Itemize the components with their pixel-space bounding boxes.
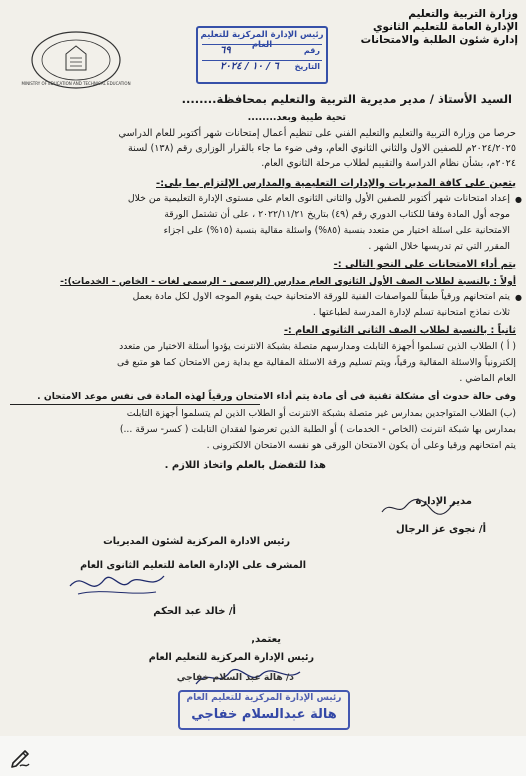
case-b-line-3: يتم امتحانهم ورقيا وعلى أن يكون الامتحان الورقى هو نفسه الامتحان الالكترونى . [206,440,516,451]
case-b-line-2: بمدارس بها شبكة انترنت (الخاص - الخدمات ) أو الطلبة الذين تعرضوا لفقدان التابلت ( كسر- سرقة ...) [119,424,516,435]
second-grade-heading: ثانياً : بالنسبة لطلاب الصف الثانى الثانوى العام :- [283,325,516,336]
head2-title: رئيس الإدارة المركزية للتعليم العام [148,652,314,663]
case-a-line-2: إلكترونياً والاسئلة المقالية ورقياً، ويتم تسليم ورقة الاسئلة المقالية مع بداية زمن الامتحان كما هو متبع فى [117,357,516,368]
bullet1-line-3: الامتحانية على اسئلة اختيار من متعدد بنسبة (٨٥%) واسئلة مقالية بنسبة (١٥%) على اجزاء [163,225,510,236]
underline [10,404,260,405]
exam-method-heading: يتم أداء الامتحانات على النحو التالى :- [333,259,516,270]
viewer-toolbar [0,736,526,776]
case-a-line-1: ( أ ) الطلاب الذين تسلموا أجهزة التابلت ومدارسهم متصلة بشبكة الانترنت يؤدوا أسئلة الاختيار من متعدد [119,341,516,352]
bullet1-line-1: إعداد امتحانات شهر أكتوبر للصفين الأول والثانى الثانوى العام على مستوى الإدارة التعليمية من خلال [127,193,510,204]
bullet2-line-2: ثلاث نماذج امتحانية تسلم لإدارة المدرسة لطباعتها . [312,307,510,318]
stamp-date-value: ٦ / ١٠ / ٢٠٢٤ [220,61,279,72]
stamp-date-row [202,60,322,79]
bullet1-line-4: المقرر التي تم تدريسها خلال الشهر . [368,241,510,252]
director-signature [378,494,458,524]
pen-edit-icon[interactable] [8,744,34,770]
bullet2-line-1: يتم امتحانهم ورقياً طبقاً للمواصفات الفنية للورقة الامتحانية حيث يقوم الموجه الاول لكل مادة بعمل [132,291,510,302]
stamp-date-label: التاريخ [294,62,320,71]
stamp-number-row [202,44,322,59]
closing-line: هذا للتفضل بالعلم واتخاذ اللازم . [164,460,326,471]
bullet-icon: ● [515,195,522,204]
head2-name: د/ هالة عبد السلام خفاجي [176,672,294,683]
greeting: تحية طيبة وبعد........ [247,112,346,123]
stamp-number-label: رقم [303,46,320,55]
incoming-stamp [196,26,328,84]
intro-line-2: ٢٠٢٤/٢٠٢٥م للصفين الاول والثاني الثانوي العام، وفى ضوء ما جاء بالقرار الوزارى رقم (١٣٨) لسنة [127,143,516,154]
addressee: السيد الأستاذ / مدير مديرية التربية والتعليم بمحافظة........ [181,92,512,106]
approval-label: يعتمد, [251,634,281,645]
technical-issue-note: وفى حالة حدوث أى مشكلة تقنية فى أى مادة يتم أداء الامتحان ورقياً لهذه المادة فى نفس موعد الامتحان . [37,391,516,402]
ministry-logo [21,30,131,90]
svg-text:MINISTRY OF EDUCATION AND TECH: MINISTRY OF EDUCATION AND TECHNICAL EDUCATION [21,81,131,86]
bottom-stamp-title: رئيس الإدارة المركزية للتعليم العام [186,693,342,703]
bullet1-line-2: موجه أول المادة وفقا للكتاب الدوري رقم (٤٩) بتاريخ ٢٠٢٢/١١/٢١ ، على أن تشتمل الورقة [164,209,510,220]
case-a-line-3: العام الماضي . [459,373,516,384]
head1-title: رئيس الادارة المركزية لشئون المديريات [103,536,290,547]
obligation-heading: يتعين على كافة المديريات والإدارات التعليمية والمدارس الإلتزام بما يلى:- [156,178,516,189]
header-department: إدارة شئون الطلبة والامتحانات [360,34,518,46]
head1-subtitle: المشرف على الإدارة العامة للتعليم الثانوى العام [80,560,306,571]
stamp-title: رئيس الإدارة المركزية للتعليم العام [200,30,324,50]
director-title: مدير الإدارة [415,496,472,507]
intro-line-3: ٢٠٢٤م، بشأن نظام الدراسة والتقييم لطلاب مرحلة الثانوي العام. [261,158,516,169]
first-grade-heading: أولاً : بالنسبة لطلاب الصف الأول الثانوى العام مدارس (الرسمى - الرسمى لغات - الخاص - الخدمات):- [60,276,516,287]
official-name-stamp [178,690,350,730]
intro-line-1: حرصا من وزارة التربية والتعليم والتعليم الفني على تنظيم أعمال إمتحانات شهر أكتوبر للعام الدراسي [118,128,516,139]
head1-signature [60,566,170,606]
bottom-stamp-name: هالة عبدالسلام خفاجي [191,707,337,722]
case-b-line-1: (ب) الطلاب المتواجدين بمدارس غير متصلة بشبكة الانترنت أو الطلاب الذين لم يتسلموا أجهزة التابلت [126,408,516,419]
header-ministry: وزارة التربية والتعليم [408,8,518,20]
head1-name: أ/ خالد عبد الحكم [153,606,236,617]
director-name: أ/ نجوى عز الرجال [395,524,486,535]
header-directorate: الإدارة العامة للتعليم الثانوي [372,21,518,33]
stamp-number-value: ٦٩ [220,45,231,56]
bullet-icon: ● [515,293,522,302]
